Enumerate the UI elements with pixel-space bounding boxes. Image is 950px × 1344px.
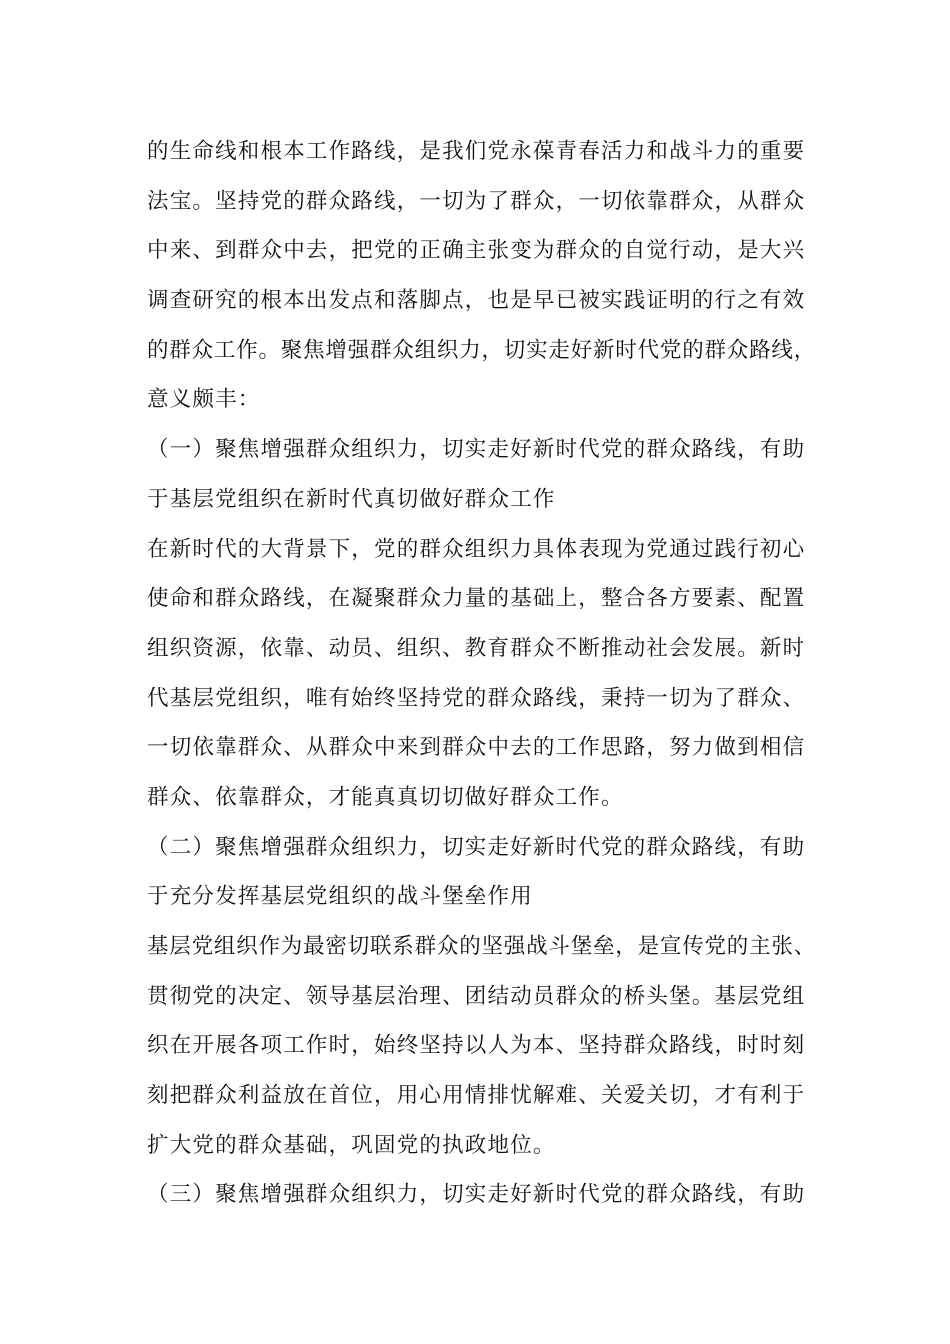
text-line: 使命和群众路线，在凝聚群众力量的基础上，整合各方要素、配置 xyxy=(147,586,806,612)
text-line: 贯彻党的决定、领导基层治理、团结动员群众的桥头堡。基层党组 xyxy=(147,983,806,1009)
text-line: 刻把群众利益放在首位，用心用情排忧解难、关爱关切，才有利于 xyxy=(147,1083,806,1109)
text-line: 基层党组织作为最密切联系群众的坚强战斗堡垒，是宣传党的主张、 xyxy=(147,934,817,959)
text-line: 在新时代的大背景下，党的群众组织力具体表现为党通过践行初心 xyxy=(147,536,806,562)
text-line: 调查研究的根本出发点和落脚点，也是早已被实践证明的行之有效 xyxy=(147,288,806,314)
text-line: 扩大党的群众基础，巩固党的执政地位。 xyxy=(147,1132,556,1158)
section-heading-1-cont: 于基层党组织在新时代真切做好群众工作 xyxy=(147,486,556,512)
section-heading-2-cont: 于充分发挥基层党组织的战斗堡垒作用 xyxy=(147,884,533,910)
document-body xyxy=(147,136,837,1229)
text-line: 的群众工作。聚焦增强群众组织力，切实走好新时代党的群众路线， xyxy=(147,337,817,363)
text-line: 法宝。坚持党的群众路线，一切为了群众，一切依靠群众，从群众 xyxy=(147,188,806,214)
section-heading-3: （三）聚焦增强群众组织力，切实走好新时代党的群众路线，有助 xyxy=(147,1182,806,1208)
text-line: 的生命线和根本工作路线，是我们党永葆青春活力和战斗力的重要 xyxy=(147,139,806,164)
section-heading-2: （二）聚焦增强群众组织力，切实走好新时代党的群众路线，有助 xyxy=(147,834,806,860)
text-line: 群众、依靠群众，才能真真切切做好群众工作。 xyxy=(147,784,624,810)
text-line: 一切依靠群众、从群众中来到群众中去的工作思路，努力做到相信 xyxy=(147,735,806,761)
text-line: 中来、到群众中去，把党的正确主张变为群众的自觉行动，是大兴 xyxy=(147,238,806,264)
text-line: 组织资源，依靠、动员、组织、教育群众不断推动社会发展。新时 xyxy=(147,635,806,661)
text-line: 代基层党组织，唯有始终坚持党的群众路线，秉持一切为了群众、 xyxy=(147,685,806,711)
section-heading-1: （一）聚焦增强群众组织力，切实走好新时代党的群众路线，有助 xyxy=(147,437,806,463)
text-line: 意义颇丰： xyxy=(147,387,261,413)
text-line: 织在开展各项工作时，始终坚持以人为本、坚持群众路线，时时刻 xyxy=(147,1033,806,1059)
